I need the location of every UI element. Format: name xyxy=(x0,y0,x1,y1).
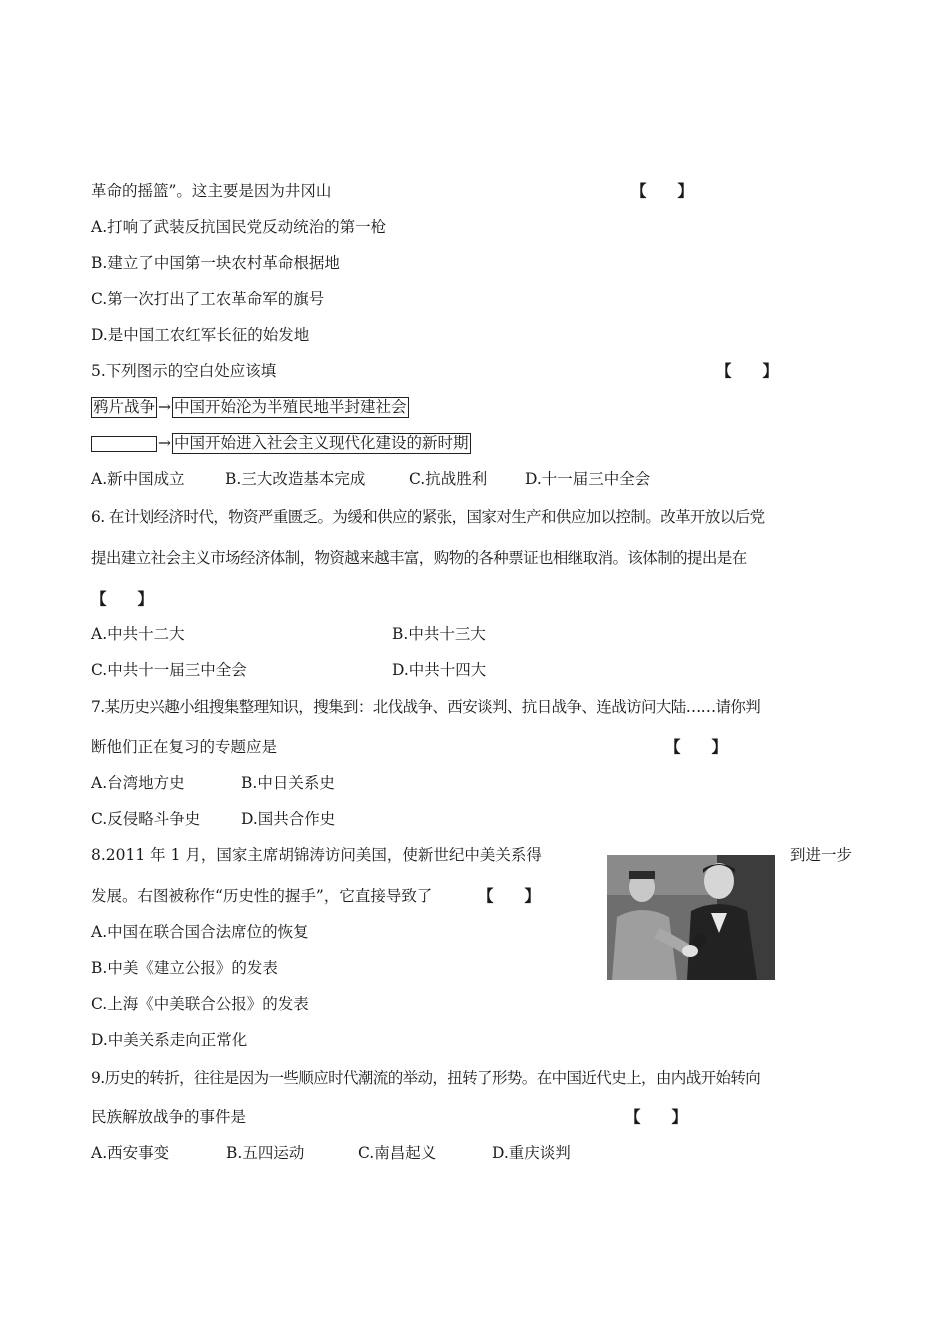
q7-option-c: C.反侵略斗争史 xyxy=(91,810,201,828)
q4-option-d: D.是中国工农红军长征的始发地 xyxy=(91,326,310,344)
q9-option-b: B.五四运动 xyxy=(226,1144,305,1162)
q5-option-b: B.三大改造基本完成 xyxy=(225,470,366,488)
arrow-right-icon: → xyxy=(158,434,171,452)
q9-option-a: A.西安事变 xyxy=(91,1144,170,1162)
q4-option-c: C.第一次打出了工农革命军的旗号 xyxy=(91,290,325,308)
historic-handshake-photo xyxy=(607,855,775,980)
q6-answer-bracket: 【 】 xyxy=(91,589,154,608)
q6-option-c: C.中共十一届三中全会 xyxy=(91,661,247,679)
q6-option-d: D.中共十四大 xyxy=(392,661,487,679)
q9-stem-line1: 9.历史的转折，往往是因为一些顺应时代潮流的举动，扭转了形势。在中国近代史上，由内战开始转向 xyxy=(91,1069,761,1087)
q5-diagram-row2 xyxy=(91,431,471,455)
q7-answer-bracket: 【 】 xyxy=(665,737,728,756)
q5-diagram-blank-box xyxy=(91,436,157,452)
q4-option-a: A.打响了武装反抗国民党反动统治的第一枪 xyxy=(91,218,387,236)
q9-option-d: D.重庆谈判 xyxy=(492,1144,571,1162)
q8-stem-line2: 发展。右图被称作“历史性的握手”，它直接导致了 xyxy=(91,887,433,905)
q6-option-a: A.中共十二大 xyxy=(91,625,185,643)
q4-stem: 革命的摇篮”。这主要是因为井冈山 xyxy=(91,182,332,200)
q7-option-b: B.中日关系史 xyxy=(241,774,335,792)
q4-option-b: B.建立了中国第一块农村革命根据地 xyxy=(91,254,340,272)
q9-answer-bracket: 【 】 xyxy=(625,1107,688,1126)
q6-options-row1 xyxy=(91,622,486,646)
q5-stem: 5.下列图示的空白处应该填 xyxy=(91,362,277,380)
q4-answer-bracket: 【 】 xyxy=(631,181,694,200)
q6-options-row2 xyxy=(91,658,486,682)
q7-option-a: A.台湾地方史 xyxy=(91,774,185,792)
q6-option-b: B.中共十三大 xyxy=(392,625,486,643)
q7-stem-line2: 断他们正在复习的专题应是 xyxy=(91,738,278,756)
q5-diagram-modernization-box: 中国开始进入社会主义现代化建设的新时期 xyxy=(174,434,469,452)
q5-answer-bracket: 【 】 xyxy=(716,361,779,380)
q7-stem-line1: 7.某历史兴趣小组搜集整理知识，搜集到：北伐战争、西安谈判、抗日战争、连战访问大陆……请你判 xyxy=(91,698,761,716)
q5-diagram-semicolonial-box: 中国开始沦为半殖民地半封建社会 xyxy=(174,398,407,416)
q8-stem-line1: 8.2011 年 1 月，国家主席胡锦涛访问美国，使新世纪中美关系得 xyxy=(91,846,542,864)
q5-option-c: C.抗战胜利 xyxy=(409,470,488,488)
q9-options xyxy=(91,1141,571,1165)
q5-option-d: D.十一届三中全会 xyxy=(525,470,651,488)
q6-stem-line2: 提出建立社会主义市场经济体制，物资越来越丰富，购物的各种票证也相继取消。该体制的提出是在 xyxy=(91,549,747,567)
q8-option-b: B.中美《建立公报》的发表 xyxy=(91,959,278,977)
q8-answer-bracket: 【 】 xyxy=(478,886,541,905)
arrow-right-icon: → xyxy=(158,398,172,416)
q7-option-d: D.国共合作史 xyxy=(241,810,336,828)
q7-options-row2 xyxy=(91,807,335,831)
q8-stem-line1-end: 到进一步 xyxy=(790,846,853,864)
q8-option-c: C.上海《中美联合公报》的发表 xyxy=(91,995,309,1013)
q7-options-row1 xyxy=(91,771,335,795)
q6-stem-line1: 6. 在计划经济时代，物资严重匮乏。为缓和供应的紧张，国家对生产和供应加以控制。改革开放以后党 xyxy=(91,508,765,526)
q9-option-c: C.南昌起义 xyxy=(358,1144,437,1162)
q5-option-a: A.新中国成立 xyxy=(91,470,185,488)
q8-option-d: D.中美关系走向正常化 xyxy=(91,1031,248,1049)
q5-diagram-row1 xyxy=(91,395,409,419)
handshake-illustration xyxy=(607,855,775,980)
q9-stem-line2: 民族解放战争的事件是 xyxy=(91,1108,247,1126)
q5-options xyxy=(91,467,650,491)
q8-option-a: A.中国在联合国合法席位的恢复 xyxy=(91,923,309,941)
q5-diagram-opium-war-box: 鸦片战争 xyxy=(93,398,156,416)
